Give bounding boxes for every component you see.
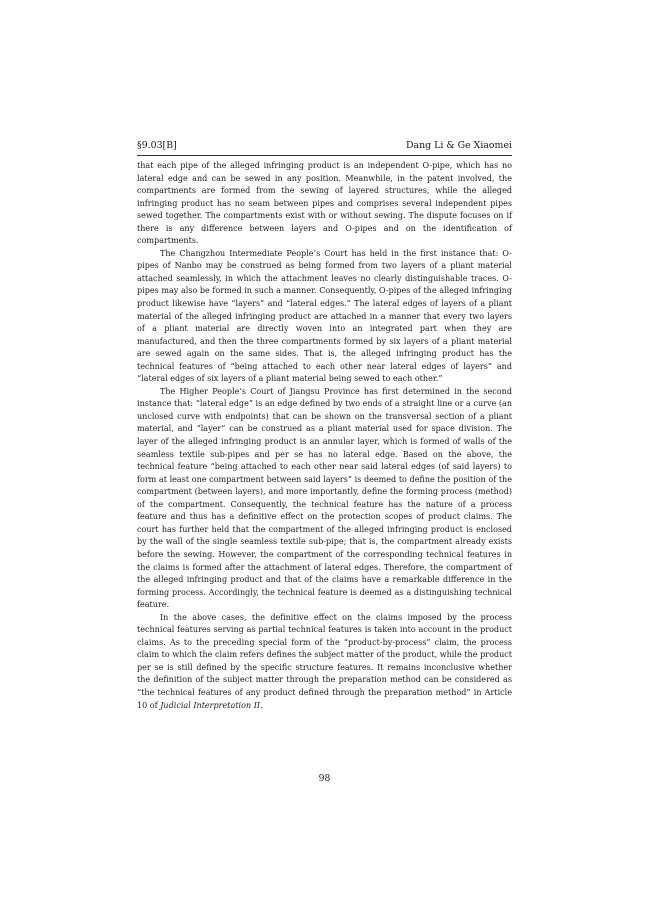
conclusion-text: In the above cases, the definitive effect on the claims imposed by the process technical features serving as partial technical features is taken into account in the product claims. As to the preceding special form of the “product-by-process” claim, the process claim to which the claim refers defines the subject matter of the product, while the product per se is still defined by the specific structure features. It remains inconclusive whether the definition of the subject matter through the preparation method can be considered as “the technical features of any product defined through the preparation method” in Article 10 of (137, 612, 512, 710)
body-text (137, 160, 512, 712)
paragraph-second-instance: The Higher People’s Court of Jiangsu Province has first determined in the second instance that: “lateral edge” is an edge defined by two ends of a straight line or a curve (an unclosed curve with endpoints) that can be shown on the transversal section of a pliant material, and “layer” can be construed as a pliant material used for space division. The layer of the alleged infringing product is an annular layer, which is formed of walls of the seamless textile sub-pipes and per se has no lateral edge. Based on the above, the technical feature “being attached to each other near said lateral edges (of said layers) to form at least one compartment between said layers” is deemed to define the position of the compartment (between layers), and more importantly, define the forming process (method) of the compartment. Consequently, the technical feature has the nature of a process feature and thus has a definitive effect on the protection scopes of product claims. The court has further held that the compartment of the alleged infringing product is enclosed by the wall of the single seamless textile sub-pipe; that is, the compartment already exists before the sewing. However, the compartment of the corresponding technical features in the claims is formed after the attachment of lateral edges. Therefore, the compartment of the alleged infringing product and that of the claims have a remarkable difference in the forming process. Accordingly, the technical feature is deemed as a distinguishing technical feature. (137, 386, 512, 610)
author-names: Dang Li & Ge Xiaomei (405, 140, 512, 151)
running-header (137, 140, 512, 156)
paragraph-conclusion (137, 612, 512, 712)
page-number: 98 (318, 773, 331, 784)
page-content (137, 140, 512, 712)
italic-title: Judicial Interpretation II (160, 700, 261, 710)
paragraph-continuation: that each pipe of the alleged infringing product is an independent O-pipe, which has no lateral edge and can be sewed in any position. Meanwhile, in the patent involved, the compartments are formed from the sewing of layered structures, while the alleged infringing product has no seam between pipes and comprises several independent pipes sewed together. The compartments exist with or without sewing. The dispute focuses on if there is any difference between layers and O-pipes and on the identification of compartments. (137, 161, 512, 246)
paragraph-first-instance: The Changzhou Intermediate People’s Court has held in the first instance that: O-pipes of Nanbo may be construed as being formed from two layers of a pliant material attached seamlessly, in which the attachment leaves no clearly distinguishable traces. O-pipes may also be formed in such a manner. Consequently, O-pipes of the alleged infringing product likewise have “layers” and “lateral edges.” The lateral edges of layers of a pliant material of the alleged infringing product are attached in a manner that every two layers of a pliant material are directly woven into an integrated part when they are manufactured, and then the three compartments formed by six layers of a pliant material are sewed again on the same sides. That is, the alleged infringing product has the technical features of “being attached to each other near lateral edges of layers” and “lateral edges of six layers of a pliant material being sewed to each other.” (137, 248, 512, 384)
section-reference: §9.03[B] (137, 140, 177, 151)
conclusion-end: . (260, 700, 263, 710)
